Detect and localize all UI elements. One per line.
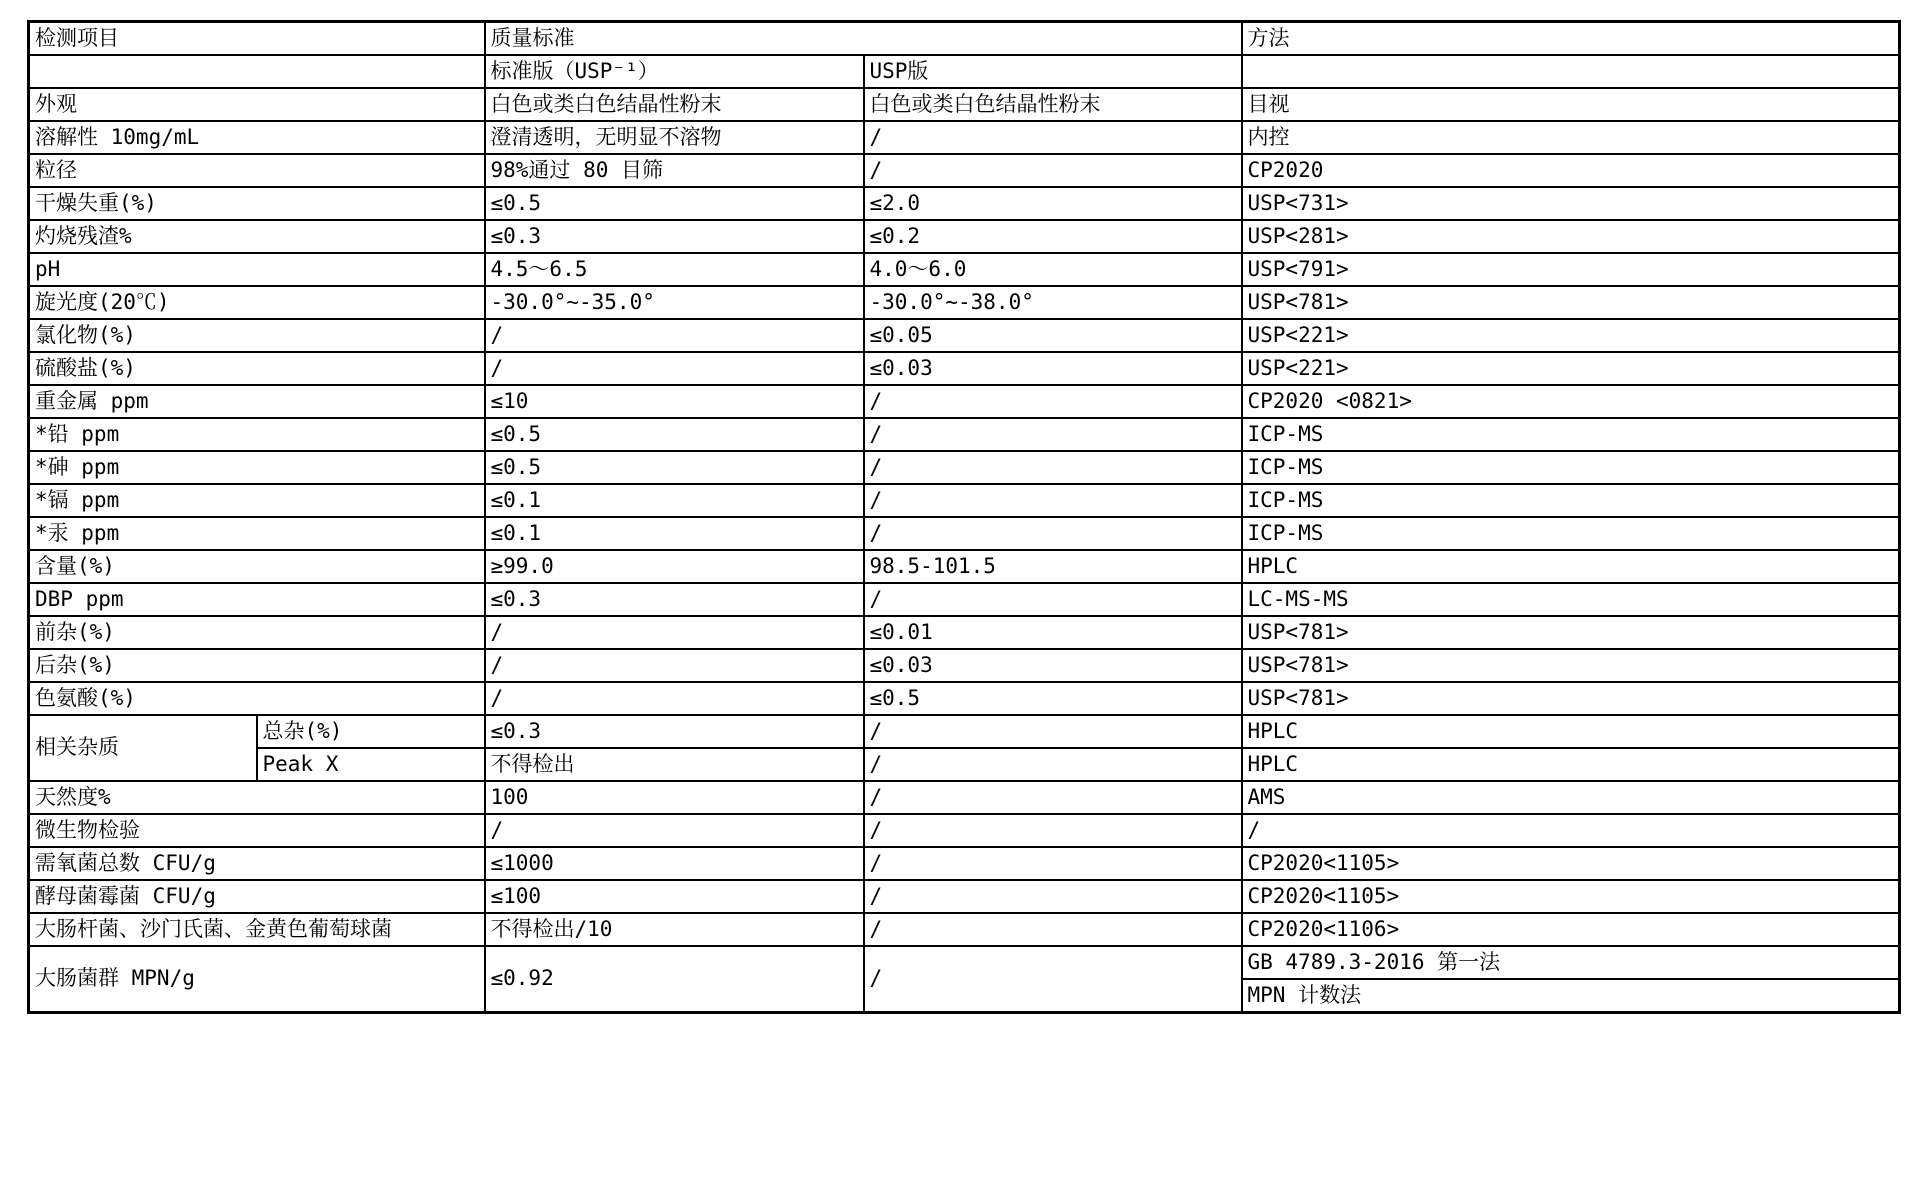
table-cell: ICP-MS <box>1242 517 1900 550</box>
table-cell: 后杂(%) <box>29 649 485 682</box>
table-cell: 酵母菌霉菌 CFU/g <box>29 880 485 913</box>
table-cell: pH <box>29 253 485 286</box>
table-row <box>29 847 1900 880</box>
table-cell: ≤10 <box>485 385 864 418</box>
table-cell: / <box>864 583 1242 616</box>
table-cell: / <box>864 154 1242 187</box>
table-cell: / <box>864 484 1242 517</box>
table-cell: 不得检出/10 <box>485 913 864 946</box>
table-cell: GB 4789.3-2016 第一法 <box>1242 946 1900 979</box>
table-cell: USP<221> <box>1242 319 1900 352</box>
table-cell: 微生物检验 <box>29 814 485 847</box>
table-row <box>29 22 1900 56</box>
header-cell <box>29 55 485 88</box>
table-cell: 色氨酸(%) <box>29 682 485 715</box>
table-row <box>29 550 1900 583</box>
table-cell: ≥99.0 <box>485 550 864 583</box>
table-cell: ≤0.1 <box>485 484 864 517</box>
table-cell: CP2020<1105> <box>1242 847 1900 880</box>
table-cell: USP<781> <box>1242 286 1900 319</box>
table-cell: / <box>1242 814 1900 847</box>
table-cell: -30.0°~-38.0° <box>864 286 1242 319</box>
table-row <box>29 814 1900 847</box>
table-cell: CP2020 <0821> <box>1242 385 1900 418</box>
table-cell: 硫酸盐(%) <box>29 352 485 385</box>
table-cell: MPN 计数法 <box>1242 979 1900 1013</box>
table-row <box>29 484 1900 517</box>
table-cell: / <box>485 616 864 649</box>
table-cell: 前杂(%) <box>29 616 485 649</box>
table-cell: / <box>864 880 1242 913</box>
table-row <box>29 649 1900 682</box>
table-cell: LC-MS-MS <box>1242 583 1900 616</box>
table-cell: ≤0.3 <box>485 583 864 616</box>
table-cell: ≤1000 <box>485 847 864 880</box>
table-cell: ≤0.05 <box>864 319 1242 352</box>
table-cell: 澄清透明，无明显不溶物 <box>485 121 864 154</box>
table-row <box>29 385 1900 418</box>
table-cell: 灼烧残渣% <box>29 220 485 253</box>
table-cell: 总杂(%) <box>257 715 485 748</box>
table-cell: / <box>485 319 864 352</box>
table-row <box>29 583 1900 616</box>
table-cell: *砷 ppm <box>29 451 485 484</box>
table-cell: 氯化物(%) <box>29 319 485 352</box>
table-cell: ≤0.5 <box>485 418 864 451</box>
table-row <box>29 154 1900 187</box>
table-cell: USP<781> <box>1242 649 1900 682</box>
table-cell: CP2020<1106> <box>1242 913 1900 946</box>
table-row <box>29 319 1900 352</box>
table-cell: / <box>485 814 864 847</box>
table-row <box>29 286 1900 319</box>
table-cell: / <box>864 121 1242 154</box>
table-cell: ≤0.01 <box>864 616 1242 649</box>
table-cell: *汞 ppm <box>29 517 485 550</box>
table-cell: / <box>485 682 864 715</box>
table-cell: ≤100 <box>485 880 864 913</box>
table-row <box>29 121 1900 154</box>
table-row <box>29 451 1900 484</box>
table-cell: ≤2.0 <box>864 187 1242 220</box>
table-cell: 大肠菌群 MPN/g <box>29 946 485 1013</box>
table-cell: / <box>864 517 1242 550</box>
table-cell: / <box>864 781 1242 814</box>
table-row <box>29 418 1900 451</box>
table-cell: 溶解性 10mg/mL <box>29 121 485 154</box>
table-cell: / <box>864 418 1242 451</box>
table-cell: USP<781> <box>1242 616 1900 649</box>
table-cell: ≤0.3 <box>485 715 864 748</box>
table-row <box>29 616 1900 649</box>
table-cell: 天然度% <box>29 781 485 814</box>
table-cell: *铅 ppm <box>29 418 485 451</box>
table-cell: ≤0.5 <box>864 682 1242 715</box>
table-cell: 旋光度(20℃) <box>29 286 485 319</box>
table-cell: USP<221> <box>1242 352 1900 385</box>
table-cell: 外观 <box>29 88 485 121</box>
header-cell <box>1242 55 1900 88</box>
table-cell: USP<281> <box>1242 220 1900 253</box>
table-row <box>29 682 1900 715</box>
table-cell: *镉 ppm <box>29 484 485 517</box>
table-cell: 白色或类白色结晶性粉末 <box>864 88 1242 121</box>
table-cell: ≤0.2 <box>864 220 1242 253</box>
table-cell: 内控 <box>1242 121 1900 154</box>
table-row <box>29 781 1900 814</box>
table-cell: CP2020<1105> <box>1242 880 1900 913</box>
table-row <box>29 748 1900 781</box>
table-cell: 含量(%) <box>29 550 485 583</box>
table-cell: / <box>864 451 1242 484</box>
table-cell: CP2020 <box>1242 154 1900 187</box>
table-cell: AMS <box>1242 781 1900 814</box>
table-row <box>29 220 1900 253</box>
table-cell: / <box>864 814 1242 847</box>
table-row <box>29 946 1900 979</box>
spec-sheet <box>27 20 1901 1014</box>
table-row <box>29 187 1900 220</box>
table-cell: HPLC <box>1242 550 1900 583</box>
table-cell: 大肠杆菌、沙门氏菌、金黄色葡萄球菌 <box>29 913 485 946</box>
table-row <box>29 880 1900 913</box>
table-cell: 4.0～6.0 <box>864 253 1242 286</box>
table-cell: ≤0.5 <box>485 451 864 484</box>
quality-spec-table <box>27 20 1901 1014</box>
table-row <box>29 715 1900 748</box>
table-cell: HPLC <box>1242 715 1900 748</box>
table-cell: / <box>485 649 864 682</box>
table-row <box>29 352 1900 385</box>
table-cell: 相关杂质 <box>29 715 257 781</box>
table-cell: USP<781> <box>1242 682 1900 715</box>
table-cell: ≤0.03 <box>864 649 1242 682</box>
table-cell: ≤0.1 <box>485 517 864 550</box>
table-cell: ICP-MS <box>1242 484 1900 517</box>
header-cell: 检测项目 <box>29 22 485 56</box>
table-row <box>29 55 1900 88</box>
header-cell: USP版 <box>864 55 1242 88</box>
table-cell: ICP-MS <box>1242 451 1900 484</box>
table-cell: 4.5～6.5 <box>485 253 864 286</box>
table-row <box>29 517 1900 550</box>
table-cell: Peak X <box>257 748 485 781</box>
table-cell: 100 <box>485 781 864 814</box>
header-cell: 质量标准 <box>485 22 1242 56</box>
table-cell: / <box>864 385 1242 418</box>
table-cell: USP<731> <box>1242 187 1900 220</box>
table-cell: / <box>864 913 1242 946</box>
table-cell: ≤0.5 <box>485 187 864 220</box>
table-cell: 98%通过 80 目筛 <box>485 154 864 187</box>
table-cell: -30.0°~-35.0° <box>485 286 864 319</box>
table-cell: / <box>864 847 1242 880</box>
table-cell: / <box>864 946 1242 1013</box>
header-cell: 标准版（USP⁻¹） <box>485 55 864 88</box>
table-cell: ≤0.92 <box>485 946 864 1013</box>
table-cell: ICP-MS <box>1242 418 1900 451</box>
table-cell: USP<791> <box>1242 253 1900 286</box>
table-cell: DBP ppm <box>29 583 485 616</box>
table-cell: / <box>864 748 1242 781</box>
table-cell: 白色或类白色结晶性粉末 <box>485 88 864 121</box>
table-cell: 需氧菌总数 CFU/g <box>29 847 485 880</box>
table-cell: 干燥失重(%) <box>29 187 485 220</box>
table-cell: / <box>864 715 1242 748</box>
table-cell: HPLC <box>1242 748 1900 781</box>
table-cell: 粒径 <box>29 154 485 187</box>
table-cell: / <box>485 352 864 385</box>
table-cell: 不得检出 <box>485 748 864 781</box>
table-cell: ≤0.3 <box>485 220 864 253</box>
table-row <box>29 253 1900 286</box>
table-cell: 目视 <box>1242 88 1900 121</box>
table-cell: 98.5-101.5 <box>864 550 1242 583</box>
header-cell: 方法 <box>1242 22 1900 56</box>
table-row <box>29 88 1900 121</box>
table-row <box>29 913 1900 946</box>
table-cell: 重金属 ppm <box>29 385 485 418</box>
table-cell: ≤0.03 <box>864 352 1242 385</box>
